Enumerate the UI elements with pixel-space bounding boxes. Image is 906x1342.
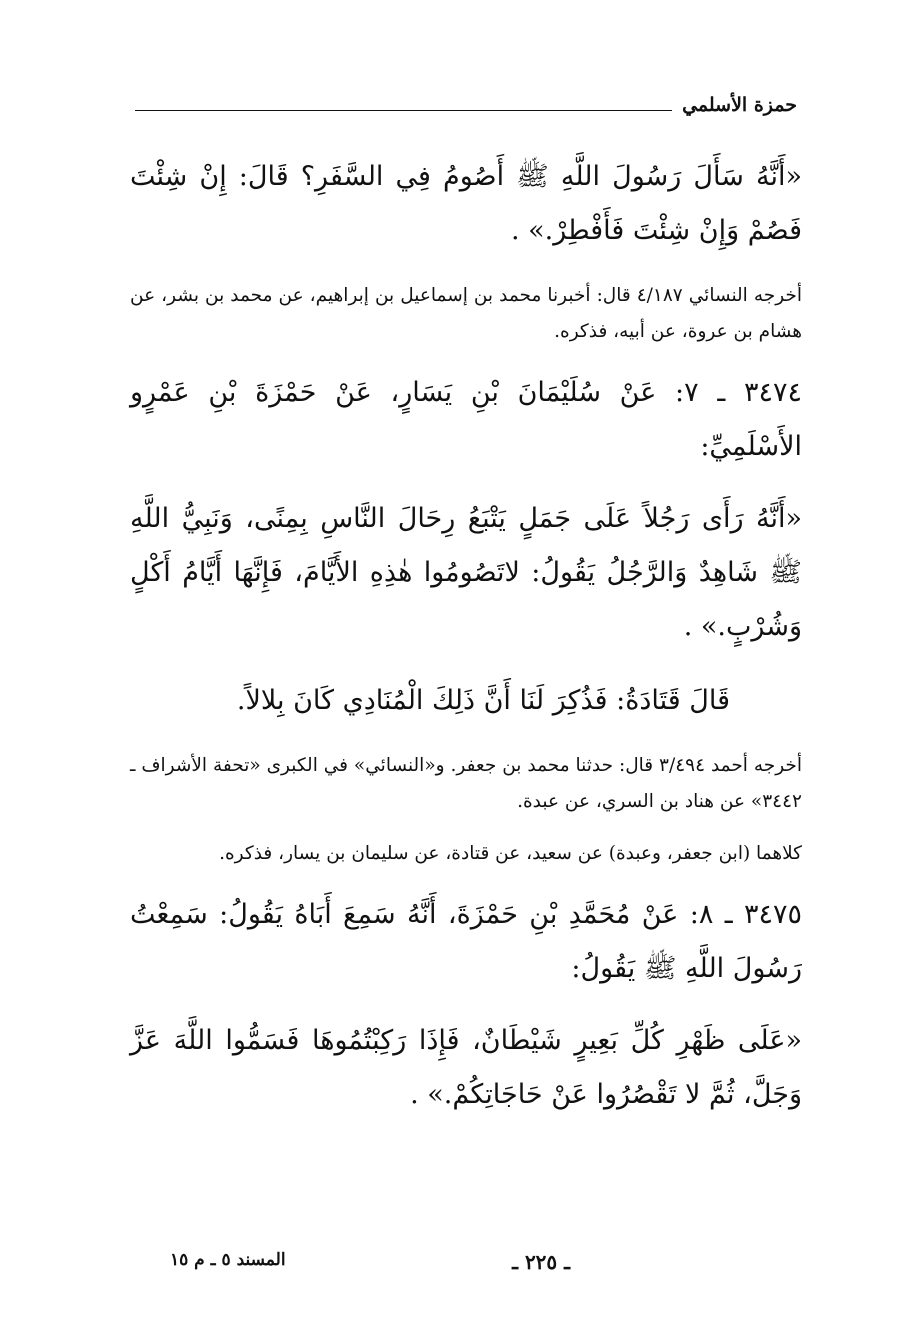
hadith-text: «أَنَّهُ سَأَلَ رَسُولَ اللَّهِ ﷺ أَصُومُ فِي السَّفَرِ؟ قَالَ: إِنْ شِئْتَ فَصُمْ وَإِنْ شِئْتَ فَأَفْطِرْ.» . <box>130 161 802 246</box>
hadith-text: «أَنَّهُ رَأَى رَجُلاً عَلَى جَمَلٍ يَتْبَعُ رِحَالَ النَّاسِ بِمِنًى، وَنَبِيُّ اللَّهِ ﷺ شَاهِدٌ وَالرَّجُلُ يَقُولُ: لاتَصُومُوا هٰذِهِ الأَيَّامَ، فَإِنَّهَا أَيَّامُ أَكْلٍ وَشُرْبٍ.» . <box>130 503 802 642</box>
header-rule <box>135 110 672 111</box>
header-title: حمزة الأسلمي <box>682 94 797 116</box>
page-number: ـ ٢٢٥ ـ <box>512 1250 570 1274</box>
hadith-text: «عَلَى ظَهْرِ كُلِّ بَعِيرٍ شَيْطَانٌ، فَإِذَا رَكِبْتُمُوهَا فَسَمُّوا اللَّهَ عَزَّ وَجَلَّ، ثُمَّ لا تَقْصُرُوا عَنْ حَاجَاتِكُمْ.» . <box>130 1025 802 1110</box>
qatada-statement: قَالَ قَتَادَةُ: فَذُكِرَ لَنَا أَنَّ ذَلِكَ الْمُنَادِي كَانَ بِلالاً. <box>236 685 730 716</box>
page-footer <box>170 1250 570 1280</box>
takhrij-note: أخرجه النسائي ٤/١٨٧ قال: أخبرنا محمد بن إسماعيل بن إبراهيم، عن محمد بن بشر، عن هشام بن عروة، عن أبيه، فذكره. <box>130 285 802 342</box>
takhrij-note: كلاهما (ابن جعفر، وعبدة) عن سعيد، عن قتادة، عن سليمان بن يسار، فذكره. <box>219 843 802 864</box>
signature-mark: المسند ٥ ـ م ١٥ <box>170 1250 286 1270</box>
hadith-heading-3475: ٣٤٧٥ ـ ٨: عَنْ مُحَمَّدِ بْنِ حَمْزَةَ، أَنَّهُ سَمِعَ أَبَاهُ يَقُولُ: سَمِعْتُ رَسُولَ اللَّهِ ﷺ يَقُولُ: <box>130 899 802 984</box>
takhrij-note: أخرجه أحمد ٣/٤٩٤ قال: حدثنا محمد بن جعفر. و«النسائي» في الكبرى «تحفة الأشراف ـ ٣٤٤٢» عن هناد بن السري، عن عبدة. <box>130 755 802 812</box>
page-body <box>130 150 802 1142</box>
running-header <box>135 94 797 124</box>
hadith-heading-3474: ٣٤٧٤ ـ ٧: عَنْ سُلَيْمَانَ بْنِ يَسَارٍ، عَنْ حَمْزَةَ بْنِ عَمْرٍو الأَسْلَمِيِّ: <box>130 377 802 462</box>
